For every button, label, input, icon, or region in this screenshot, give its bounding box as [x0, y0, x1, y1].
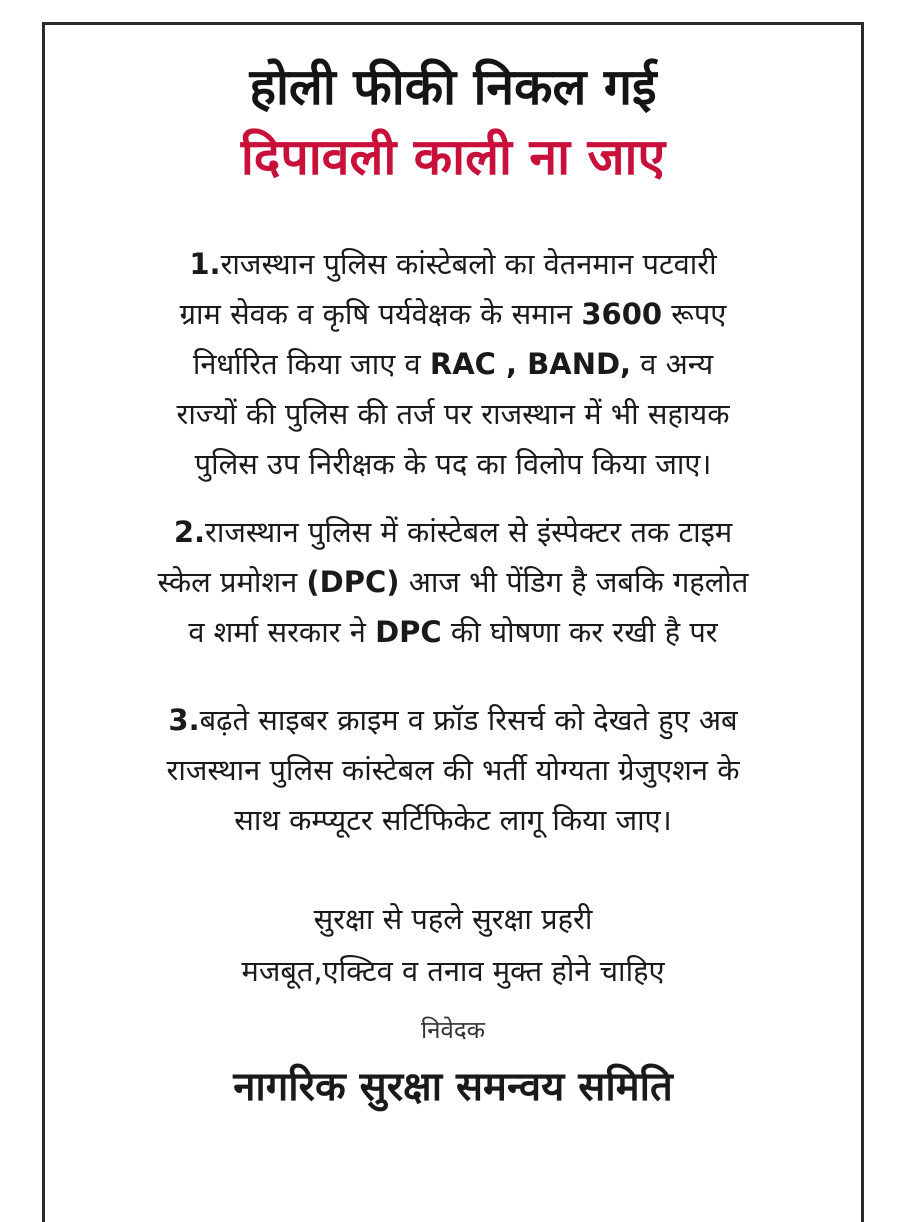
point-line: 3.बढ़ते साइबर क्राइम व फ्रॉड रिसर्च को देखते हुए अब: [168, 703, 738, 737]
point-line: पुलिस उप निरीक्षक के पद का विलोप किया जाए।: [194, 447, 712, 481]
slogan-line-2: मजबूत,एक्टिव व तनाव मुक्त होने चाहिए: [241, 954, 665, 988]
point-line: ग्राम सेवक व कृषि पर्यवेक्षक के समान 3600 रूपए: [179, 297, 727, 331]
point-line: 1.राजस्थान पुलिस कांस्टेबलो का वेतनमान पटवारी: [189, 247, 717, 281]
demand-point-3: [45, 695, 861, 845]
headline-line-1: होली फीकी निकल गई: [249, 58, 657, 116]
point-number: 1.: [189, 247, 221, 281]
point-line: स्केल प्रमोशन (DPC) आज भी पेंडिग है जबकि गहलोत: [157, 565, 749, 599]
point-line: साथ कम्प्यूटर सर्टिफिकेट लागू किया जाए।: [234, 803, 672, 837]
demand-point-2: [45, 507, 861, 657]
organization-name: नागरिक सुरक्षा समन्वय समिति: [233, 1064, 673, 1110]
point-line: 2.राजस्थान पुलिस में कांस्टेबल से इंस्पेक्टर तक टाइम: [173, 515, 733, 549]
point-number: 3.: [168, 703, 200, 737]
point-number: 2.: [173, 515, 206, 549]
sender-label: निवेदक: [420, 1016, 486, 1044]
point-line: राज्यों की पुलिस की तर्ज पर राजस्थान में भी सहायक: [176, 397, 730, 431]
notice-document: [45, 25, 861, 1113]
slogan: [45, 893, 861, 997]
point-line: निर्धारित किया जाए व RAC , BAND, व अन्य: [192, 347, 714, 381]
demand-point-1: [45, 239, 861, 489]
point-line: व शर्मा सरकार ने DPC की घोषणा कर रखी है पर: [188, 615, 718, 649]
point-line: राजस्थान पुलिस कांस्टेबल की भर्ती योग्यता ग्रेजुएशन के: [166, 753, 740, 787]
slogan-line-1: सुरक्षा से पहले सुरक्षा प्रहरी: [313, 902, 593, 936]
headline-line-2: दिपावली काली ना जाए: [240, 128, 666, 186]
